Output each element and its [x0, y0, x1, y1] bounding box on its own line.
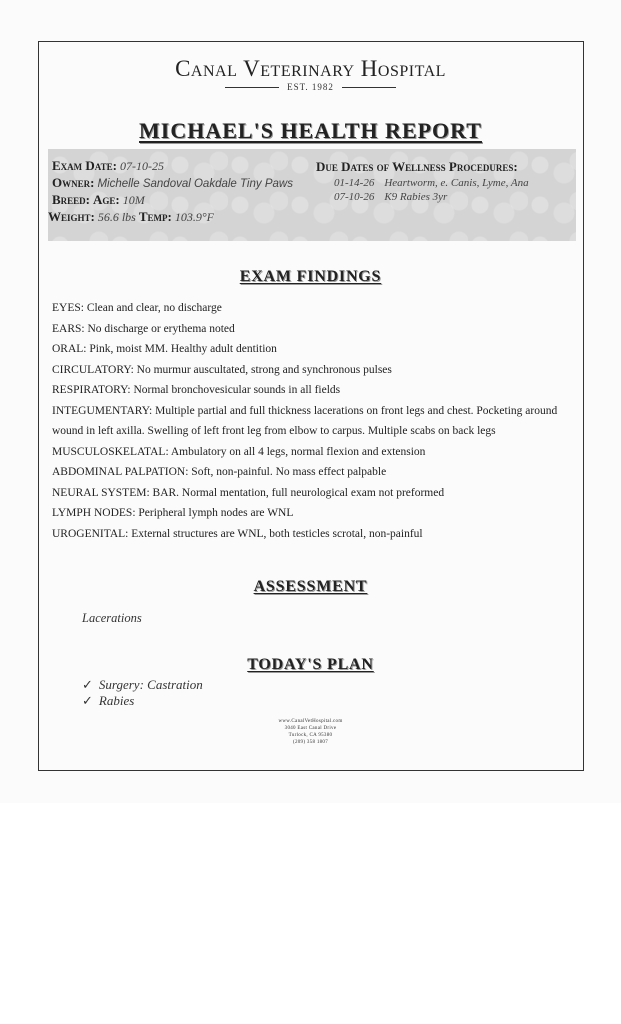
plan-list [82, 677, 203, 709]
finding-line: MUSCULOSKELATAL: Ambulatory on all 4 legs, normal flexion and extension [52, 445, 426, 458]
footer-phone: (209) 358 1807 [292, 740, 329, 745]
wellness-due-dates [316, 160, 576, 204]
divider-right [342, 87, 396, 88]
assessment-item: Lacerations [82, 611, 142, 625]
established-text: EST. 1982 [287, 82, 334, 92]
footer-website: www.CanalVetHospital.com [278, 719, 343, 724]
finding-line: NEURAL SYSTEM: BAR. Normal mentation, full neurological exam not preformed [52, 486, 445, 499]
finding-line: CIRCULATORY: No murmur auscultated, strong and synchronous pulses [52, 363, 392, 376]
finding-line: UROGENITAL: External structures are WNL, both testicles scrotal, non-painful [52, 527, 423, 540]
due-date-row [316, 176, 576, 190]
due-dates-title: Due Dates of Wellness Procedures: [316, 159, 518, 174]
temp-value: 103.9°F [174, 209, 214, 224]
finding-line: EARS: No discharge or erythema noted [52, 322, 235, 335]
age-value: 10M [122, 193, 145, 207]
hospital-contact-footer [0, 718, 621, 746]
finding-line: INTEGUMENTARY: Multiple partial and full thickness lacerations on front legs and chest. Pocketing around wound in left axilla. Swelling of left front leg from elbow to carpus. Multiple scabs on back legs [52, 404, 558, 437]
owner-label: Owner: [52, 174, 95, 190]
patient-info [48, 158, 302, 225]
plan-item-text: Surgery: Castration [98, 677, 203, 692]
due-date: 01-14-26 [334, 177, 375, 189]
owner-value: Michelle Sandoval Oakdale Tiny Paws [97, 177, 293, 190]
checkmark-icon: ✓ [82, 693, 93, 708]
checkmark-icon: ✓ [82, 677, 93, 692]
finding-line: EYES: Clean and clear, no discharge [52, 302, 222, 314]
due-procedure: Heartworm, e. Canis, Lyme, Ana [384, 177, 529, 189]
finding-line: ABDOMINAL PALPATION: Soft, non-painful. No mass effect palpable [52, 466, 387, 478]
exam-findings-heading: EXAM FINDINGS [239, 268, 382, 285]
exam-findings-list [52, 298, 577, 544]
due-date-row [316, 190, 576, 204]
plan-item [82, 693, 203, 709]
established-line [0, 82, 621, 92]
finding-line: RESPIRATORY: Normal bronchovesicular sounds in all fields [52, 384, 341, 396]
due-date: 07-10-26 [334, 191, 375, 203]
report-title: MICHAEL'S HEALTH REPORT [139, 118, 482, 143]
temp-label: Temp: [138, 208, 172, 224]
plan-heading: TODAY'S PLAN [247, 656, 374, 673]
weight-value: 56.6 lbs [97, 209, 136, 224]
plan-item-text: Rabies [98, 693, 135, 708]
divider-left [225, 87, 279, 88]
finding-line: LYMPH NODES: Peripheral lymph nodes are WNL [52, 507, 294, 519]
weight-label: Weight: [48, 208, 95, 224]
breed-label: Breed: [52, 192, 91, 207]
exam-date-value: 07-10-25 [119, 159, 164, 173]
age-label: Age: [93, 192, 120, 207]
footer-city: Turlock, CA 95380 [288, 733, 333, 738]
hospital-name: Canal Veterinary Hospital [175, 56, 446, 81]
plan-item [82, 677, 203, 693]
footer-address: 3040 East Canal Drive [284, 726, 337, 731]
assessment-heading: ASSESSMENT [253, 578, 368, 595]
exam-date-label: Exam Date: [52, 158, 117, 173]
finding-line: ORAL: Pink, moist MM. Healthy adult dentition [52, 343, 277, 355]
due-procedure: K9 Rabies 3yr [384, 191, 448, 203]
